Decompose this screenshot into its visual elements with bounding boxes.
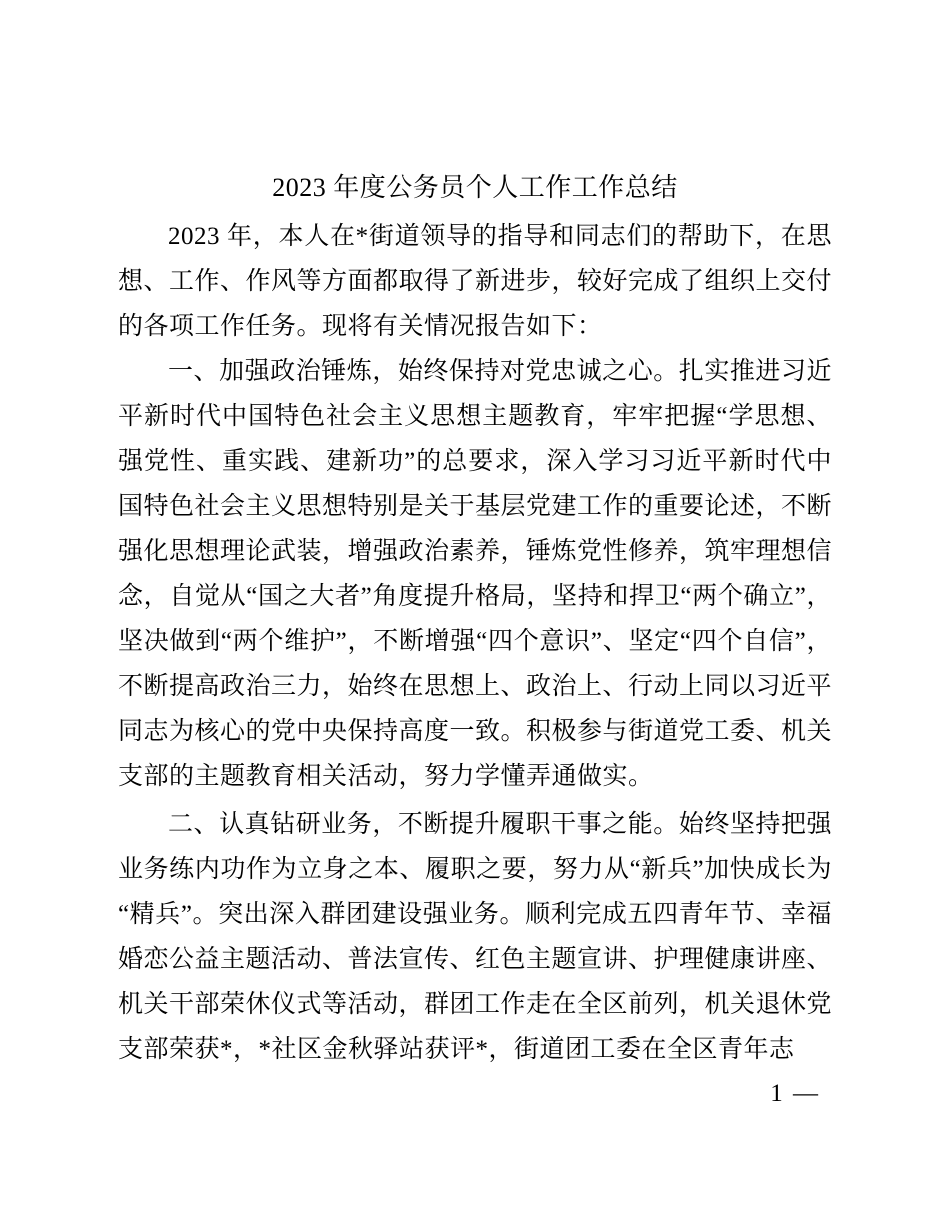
paragraph-intro: 2023 年，本人在*街道领导的指导和同志们的帮助下，在思想、工作、作风等方面都取得了新进步，较好完成了组织上交付的各项工作任务。现将有关情况报告如下： (118, 223, 833, 340)
document-body (118, 165, 832, 1072)
paragraph-section-1: 一、加强政治锤炼，始终保持对党忠诚之心。扎实推进习近平新时代中国特色社会主义思想主题教育，牢牢把握“学思想、强党性、重实践、建新功”的总要求，深入学习习近平新时代中国特色社会主义思想特别是关于基层党建工作的重要论述，不断强化思想理论武装，增强政治素养，锤炼党性修养，筑牢理想信念，自觉从“国之大者”角度提升格局，坚持和捍卫“两个确立”，坚决做到“两个维护”，不断增强“四个意识”、坚定“四个自信”，不断提高政治三力，始终在思想上、政治上、行动上同以习近平同志为核心的党中央保持高度一致。积极参与街道党工委、机关支部的主题教育相关活动，努力学懂弄通做实。 (118, 358, 833, 790)
paragraph-section-2: 二、认真钻研业务，不断提升履职干事之能。始终坚持把强业务练内功作为立身之本、履职之要，努力从“新兵”加快成长为“精兵”。突出深入群团建设强业务。顺利完成五四青年节、幸福婚恋公益主题活动、普法宣传、红色主题宣讲、护理健康讲座、机关干部荣休仪式等活动，群团工作走在全区前列，机关退休党支部荣获*，*社区金秋驿站获评*，街道团工委在全区青年志 (118, 811, 833, 1063)
page-number: 1 — (770, 1080, 820, 1107)
document-title: 2023 年度公务员个人工作工作总结 (272, 173, 678, 202)
